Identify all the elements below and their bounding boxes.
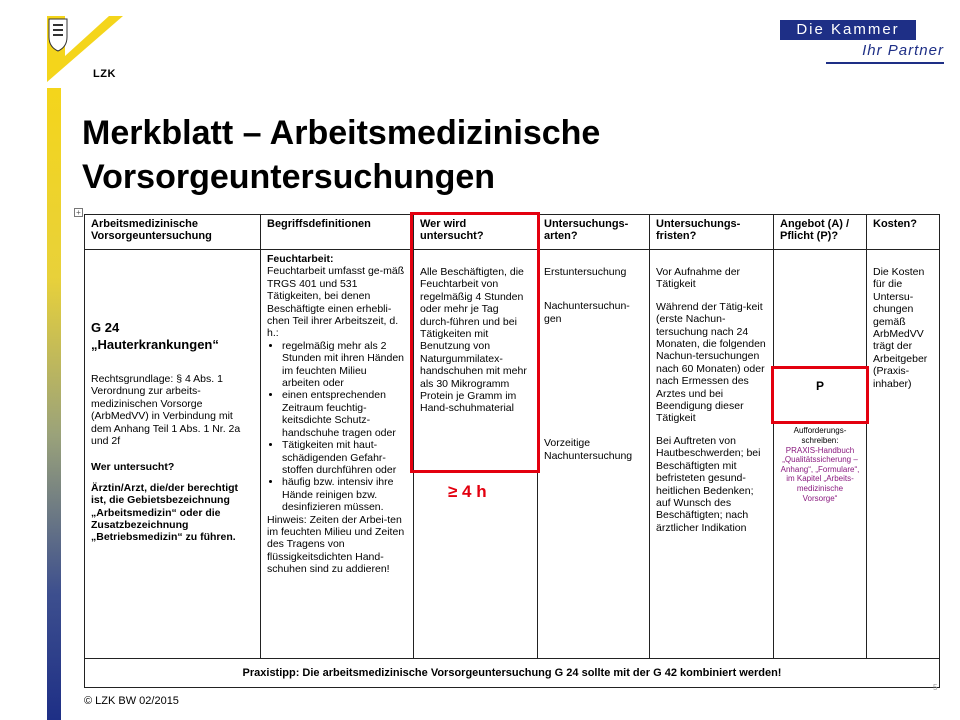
frist-3: Bei Auftreten von Hautbeschwerden; bei Beschäftigten mit befristeten gesund-heitlichen Bedenken; auf Wunsch des Beschäftigten; nach ärztlicher Indikation (656, 434, 761, 534)
highlight-box-wer (410, 212, 540, 473)
feuchtarbeit-intro: Feuchtarbeit umfasst ge-mäß TRGS 401 und 531 Tätigkeiten, bei denen Beschäftigte einen erhebli-chen Teil ihrer Arbeitszeit, d. h.: (267, 265, 405, 340)
vorzeitige-nachuntersuchung: Vorzeitige Nachuntersuchung (544, 437, 633, 462)
kosten-text: Die Kosten für die Untersu-chungen gemäß ArbMedVV trägt der Arbeitgeber (Praxis-inhaber) (873, 266, 928, 390)
kammer-logo-bottom: Ihr Partner (826, 40, 944, 64)
col-header-angebot: Angebot (A) / Pflicht (P)? (774, 215, 867, 250)
wer-untersucht-heading: Wer untersucht? (91, 461, 175, 474)
list-item: • regelmäßig mehr als 2 Stunden mit ihren Händen im feuchten Milieu arbeiten oder (282, 340, 407, 390)
praxis-handbuch-link[interactable]: PRAXIS-Handbuch „Qualitätssicherung – Anhang“, „Formulare“, im Kapitel „Arbeits-medizinische Vorsorge“ (780, 445, 860, 503)
hinweis: Hinweis: Zeiten der Arbei-ten im feuchten Milieu und Zeiten des Tragens von flüssigkeitsdichten Hand-schuhen sind zu addieren! (267, 513, 405, 576)
g24-code: G 24 (91, 320, 120, 335)
frist-1: Vor Aufnahme der Tätigkeit (656, 266, 741, 291)
wer-text: Alle Beschäftigten, die Feuchtarbeit von regelmäßig 4 Stunden oder mehr je Tag durch-führen und bei Tätigkeiten mit Benutzung von Naturgummilatex-handschuhen mit mehr als 30 Mikrogramm Protein je Gramm im Hand-schuhmaterial (420, 266, 527, 415)
cell-angebot (774, 250, 867, 659)
highlight-box-pflicht (771, 366, 869, 424)
col-header-kosten: Kosten? (867, 215, 940, 250)
col-header-wer: Wer wird untersucht? (414, 215, 538, 250)
col-header-fristen: Untersuchungs-fristen? (650, 215, 774, 250)
cell-begriffe (261, 250, 414, 659)
frist-2: Während der Tätig-keit (erste Nachun-tersuchung nach 24 Monaten, die folgenden Nachun-tersuchungen nach 60 Monaten) oder nach Ermessen des Arztes und bei Beendigung dieser Tätigkeit (656, 300, 766, 425)
aufforderung-label: Aufforderungs-schreiben: (793, 426, 847, 445)
kammer-logo-top: Die Kammer (780, 20, 916, 40)
feuchtarbeit-heading: Feuchtarbeit: (267, 253, 334, 265)
page-title (82, 111, 600, 199)
cell-arten (538, 250, 650, 659)
cell-kosten (867, 250, 940, 659)
feuchtarbeit-list (267, 340, 407, 514)
g24-subtitle: „Hauterkrankungen“ (91, 337, 219, 352)
col-header-arten: Untersuchungs-arten? (538, 215, 650, 250)
wer-untersucht-text: Ärztin/Arzt, die/der berechtigt ist, die Gebietsbezeichnung „Arbeitsmedizin“ oder die Zusatzbezeichnung „Betriebsmedizin“ zu führen. (91, 481, 239, 544)
title-line-2: Vorsorgeuntersuchungen (82, 158, 496, 196)
rechtsgrundlage: Rechtsgrundlage: § 4 Abs. 1 Verordnung zur arbeits-medizinischen Vorsorge (ArbMedVV) in Verbindung mit dem Anhang Teil 1 Abs. 1 Nr. 2a und 2f (91, 373, 241, 448)
list-item: • einen entsprechenden Zeitraum feuchtig-keitsdichte Schutz-handschuhe tragen oder (282, 389, 407, 439)
cell-fristen (650, 250, 774, 659)
list-item: • Tätigkeiten mit haut-schädigenden Gefahr-stoffen durchführen oder (282, 439, 407, 476)
erstuntersuchung: Erstuntersuchung (544, 266, 627, 278)
praxistipp: Praxistipp: Die arbeitsmedizinische Vorsorgeuntersuchung G 24 sollte mit der G 42 kombiniert werden! (85, 659, 940, 688)
g24-title (91, 319, 254, 353)
col-header-begriffe: Begriffsdefinitionen (261, 215, 414, 250)
slide-number: 5 (933, 683, 938, 692)
praxistipp-row (85, 659, 940, 688)
left-accent-bar (47, 88, 61, 720)
footer-copyright: © LZK BW 02/2015 (84, 695, 179, 707)
annotation-four-hours: ≥ 4 h (448, 482, 487, 501)
aufforderung (780, 426, 860, 503)
pflicht-marker: P (815, 379, 824, 393)
list-item: • häufig bzw. intensiv ihre Hände reinigen bzw. desinfizieren müssen. (282, 476, 407, 513)
logo-label: LZK (93, 68, 116, 80)
col-header-untersuchung: Arbeitsmedizinische Vorsorgeuntersuchung (85, 215, 261, 250)
nachuntersuchungen: Nachuntersuchun-gen (544, 300, 630, 325)
cell-g24 (85, 250, 261, 659)
table-move-handle-icon[interactable]: + (74, 208, 83, 217)
title-line-1: Merkblatt – Arbeitsmedizinische (82, 114, 601, 152)
